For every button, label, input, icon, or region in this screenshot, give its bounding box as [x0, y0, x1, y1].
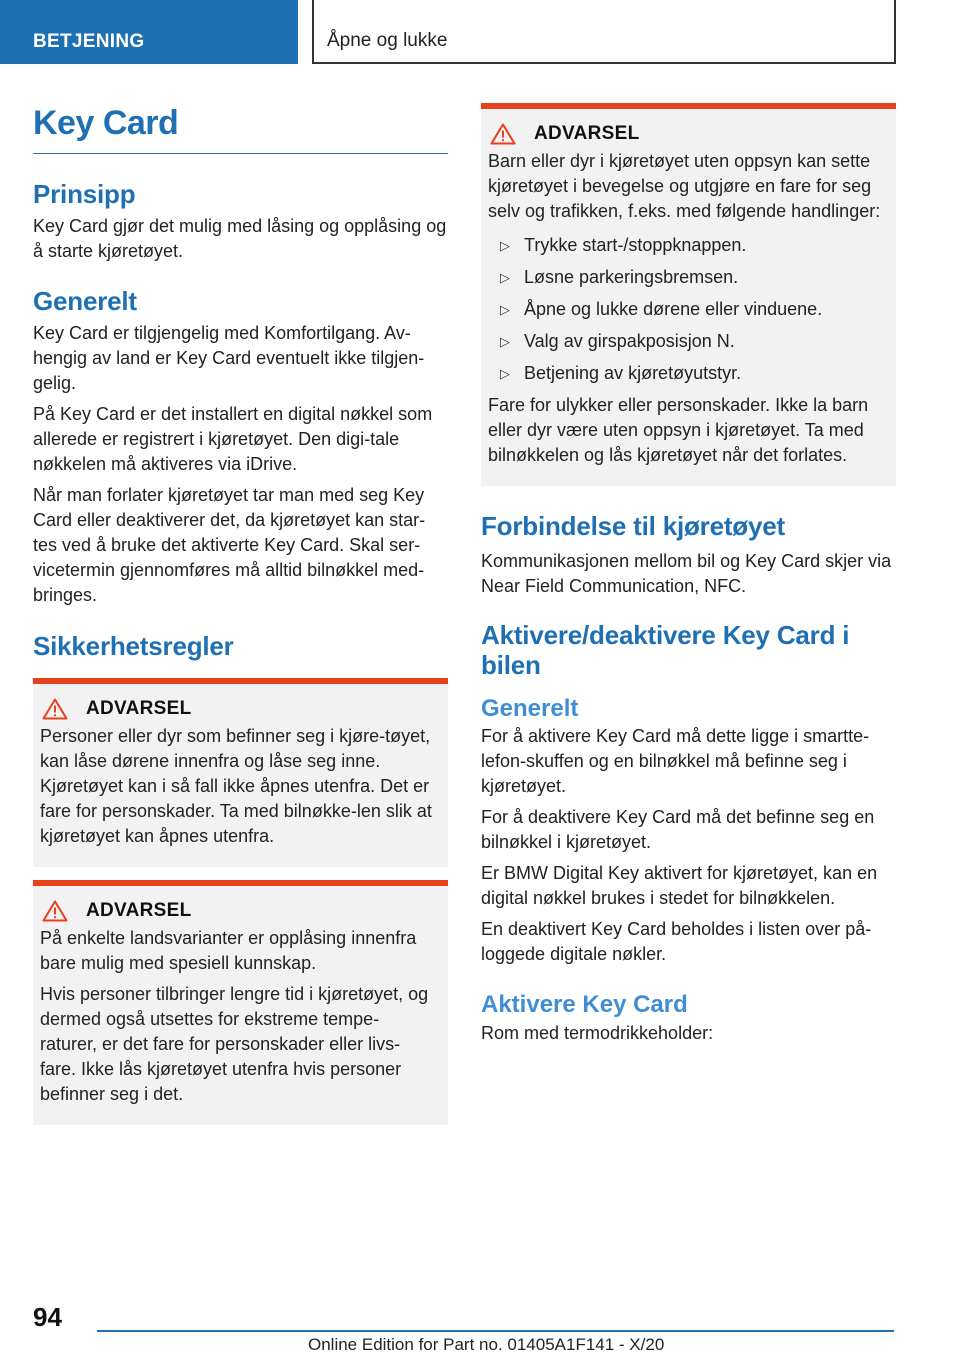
- warning-intro: Barn eller dyr i kjøretøyet uten oppsyn kan sette kjøretøyet i bevegelse og utgjøre en fare for seg selv og trafikken, f.eks. med følgende handlinger:: [488, 151, 881, 221]
- warning-triangle-icon: [490, 123, 516, 145]
- aktivere-key-card-text: Rom med termodrikkeholder:: [481, 1022, 714, 1043]
- list-item: [488, 233, 884, 258]
- left-column: [33, 100, 448, 1125]
- warning-triangle-icon: [42, 698, 68, 720]
- warning-title: ADVARSEL: [86, 899, 192, 921]
- generelt-paragraph-2: På Key Card er det installert en digital nøkkel som allerede er registrert i kjøretøyet. Den digi-tale nøkkelen må aktiveres via iDrive.: [33, 403, 433, 474]
- forbindelse-text: Kommunikasjonen mellom bil og Key Card skjer via Near Field Communication, NFC.: [481, 550, 892, 596]
- prinsipp-text: Key Card gjør det mulig med låsing og opplåsing og å starte kjøretøyet.: [33, 215, 447, 261]
- triangle-bullet-icon: ▷: [500, 334, 510, 349]
- list-item-text: Løsne parkeringsbremsen.: [524, 267, 739, 287]
- right-column: [481, 100, 896, 1046]
- triangle-bullet-icon: ▷: [500, 238, 510, 253]
- list-item-text: Betjening av kjøretøyutstyr.: [524, 363, 742, 383]
- warning-text: Personer eller dyr som befinner seg i kjøre-tøyet, kan låse dørene innenfra og låse seg inne. Kjøretøyet kan i så fall ikke åpnes utenfra. Det er fare for personskader. Ta med bilnøkke-len slik at kjøretøyet kan åpnes utenfra.: [40, 725, 432, 846]
- warning-header: [40, 698, 436, 720]
- generelt-paragraph-1: For å aktivere Key Card må dette ligge i smartte-lefon-skuffen og en bilnøkkel må befinne seg i kjøretøyet.: [481, 726, 870, 797]
- warning-paragraph-2: Hvis personer tilbringer lengre tid i kjøretøyet, og dermed også utsettes for ekstreme tempe-raturer, er det fare for personskader eller livs-fare. Ikke lås kjøretøyet utenfra hvis personer befinner seg i det.: [40, 983, 429, 1104]
- warning-outro: Fare for ulykker eller personskader. Ikke la barn eller dyr være uten oppsyn i kjøretøyet. Ta med bilnøkkelen og lås kjøretøyet når det forlates.: [488, 395, 869, 465]
- list-item-text: Åpne og lukke dørene eller vinduene.: [524, 299, 823, 319]
- warning-box-1: [33, 678, 448, 867]
- list-item: [488, 265, 884, 290]
- chapter-tab: BETJENING: [0, 0, 298, 64]
- section-title: Åpne og lukke: [312, 0, 896, 64]
- subheading-generelt: Generelt: [481, 694, 579, 722]
- list-item-text: Trykke start-/stoppknappen.: [524, 235, 747, 255]
- triangle-bullet-icon: ▷: [500, 270, 510, 285]
- list-item: [488, 329, 884, 354]
- subheading-aktivere-key-card: Aktivere Key Card: [481, 991, 688, 1019]
- warning-title: ADVARSEL: [534, 123, 640, 144]
- generelt-paragraph-1: Key Card er tilgjengelig med Komfortilgang. Av-hengig av land er Key Card eventuelt ikke tilgjen-gelig.: [33, 322, 425, 393]
- generelt-paragraph-3: Er BMW Digital Key aktivert for kjøretøyet, kan en digital nøkkel brukes i stedet for bilnøkkelen.: [481, 863, 878, 909]
- list-item: [488, 297, 884, 322]
- generelt-paragraph-4: En deaktivert Key Card beholdes i listen over på-loggede digitale nøkler.: [481, 919, 872, 965]
- warning-bullet-list: [488, 233, 884, 386]
- warning-paragraph-1: På enkelte landsvarianter er opplåsing innenfra bare mulig med spesiell kunnskap.: [40, 927, 417, 973]
- page-title: Key Card: [33, 104, 448, 154]
- footer-divider: [97, 1330, 894, 1332]
- heading-generelt: Generelt: [33, 285, 137, 316]
- footer-edition-text: Online Edition for Part no. 01405A1F141 - X/20: [308, 1335, 665, 1354]
- list-item: [488, 361, 884, 386]
- heading-aktivere-deaktivere: Aktivere/deaktivere Key Card i bilen: [481, 619, 850, 680]
- generelt-paragraph-3: Når man forlater kjøretøyet tar man med seg Key Card eller deaktiverer det, da kjøretøyet kan star-tes ved å bruke det aktiverte Key Card. Skal ser-vicetermin gjennomføres må alltid bilnøkkel med-bringes.: [33, 484, 426, 605]
- warning-header: [488, 123, 884, 145]
- list-item-text: Valg av girspakposisjon N.: [524, 331, 735, 351]
- generelt-paragraph-2: For å deaktivere Key Card må det befinne seg en bilnøkkel i kjøretøyet.: [481, 807, 875, 853]
- warning-triangle-icon: [42, 900, 68, 922]
- heading-sikkerhetsregler: Sikkerhetsregler: [33, 630, 234, 661]
- warning-box-2: [33, 880, 448, 1125]
- heading-forbindelse: Forbindelse til kjøretøyet: [481, 511, 785, 541]
- warning-header: [40, 900, 436, 922]
- warning-title: ADVARSEL: [86, 697, 192, 719]
- triangle-bullet-icon: ▷: [500, 366, 510, 381]
- triangle-bullet-icon: ▷: [500, 302, 510, 317]
- warning-box-3: [481, 103, 896, 486]
- page-number: 94: [33, 1302, 62, 1332]
- heading-prinsipp: Prinsipp: [33, 179, 136, 209]
